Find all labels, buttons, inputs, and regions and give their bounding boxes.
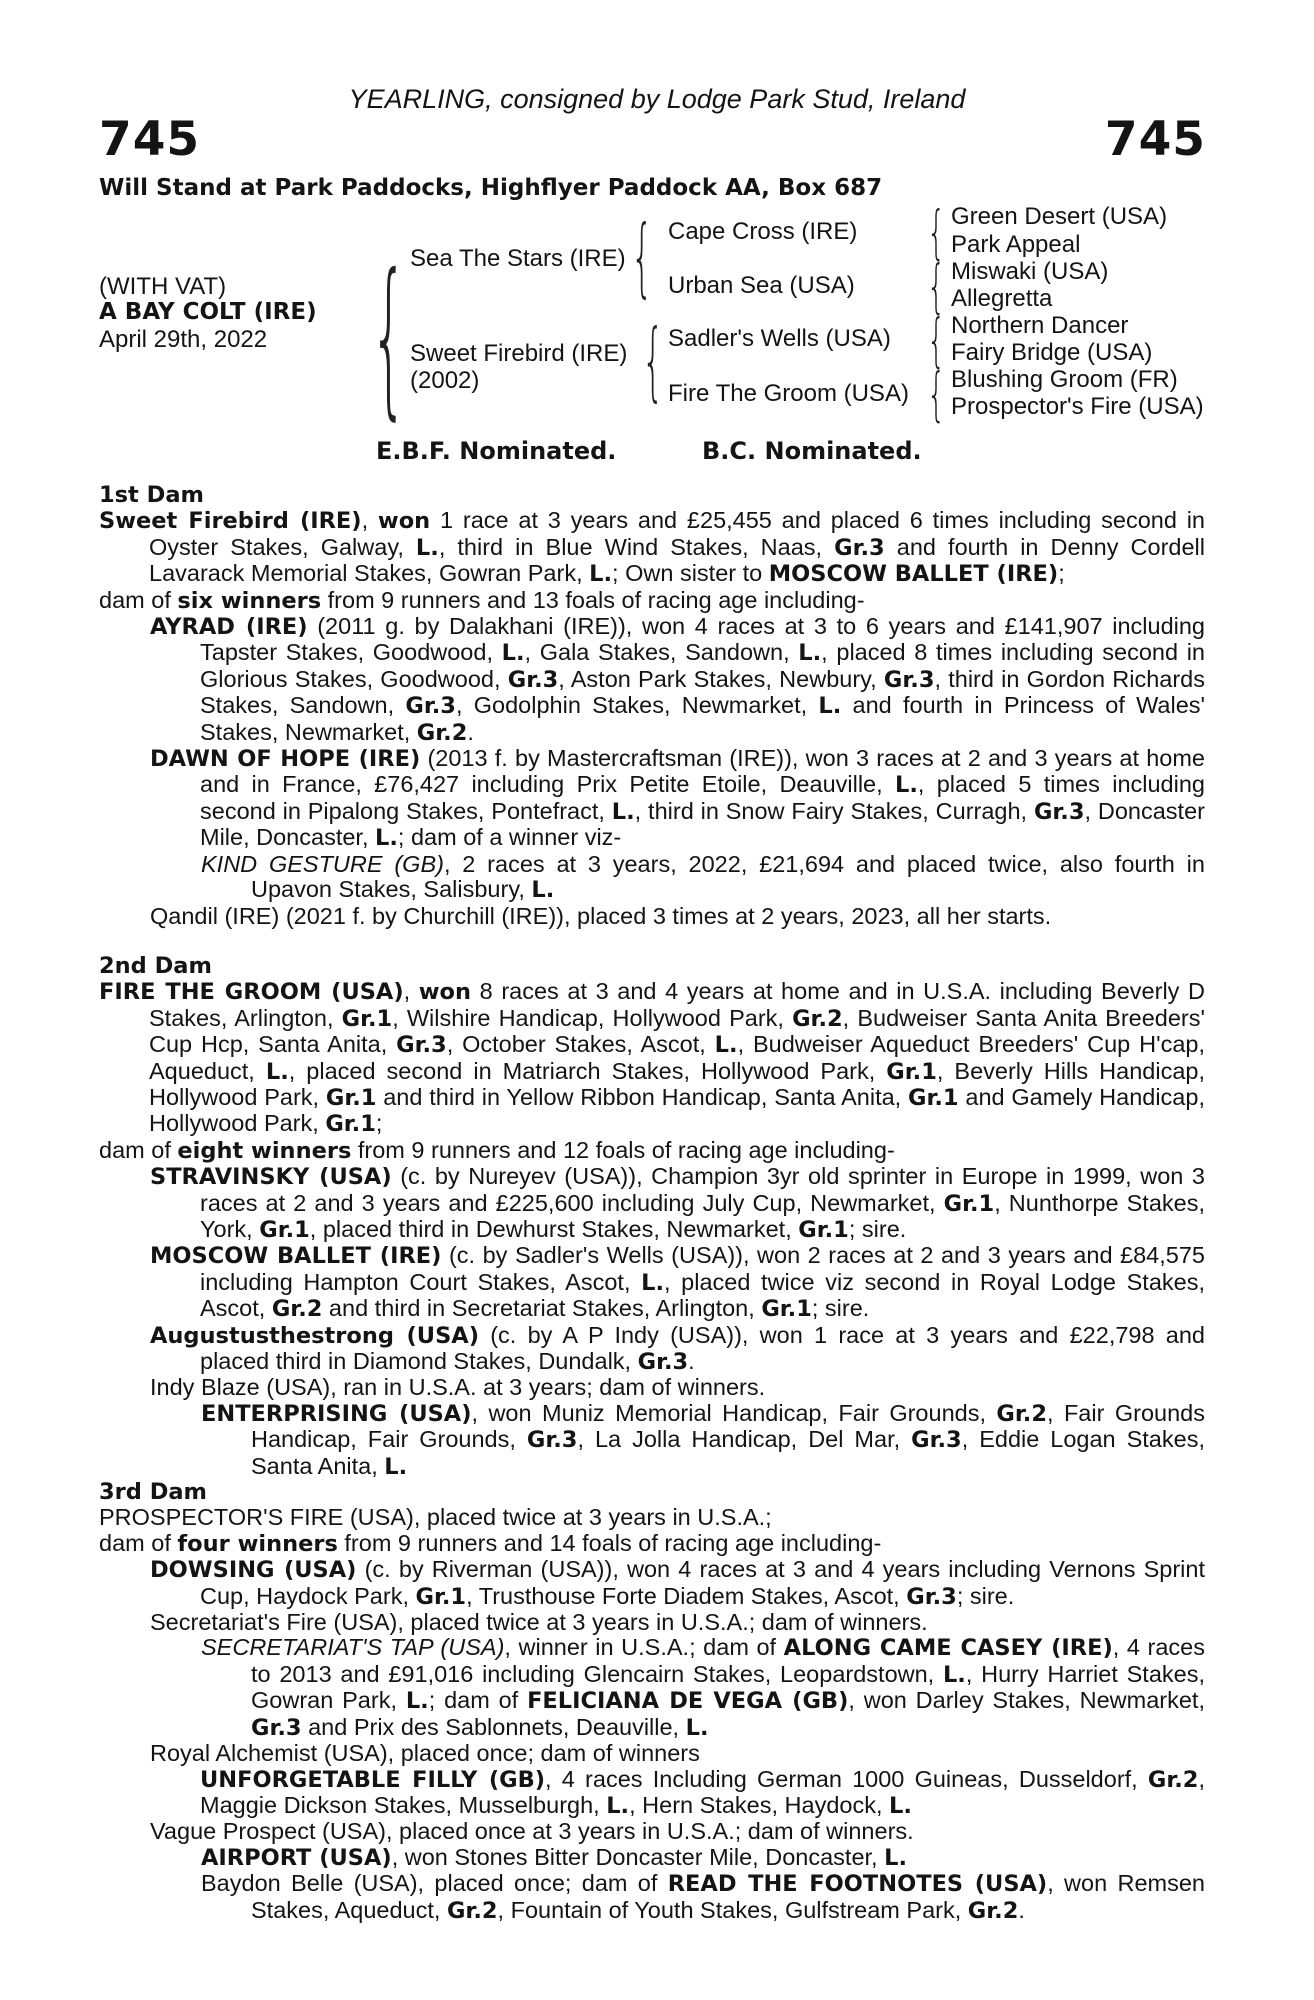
stand-location: Will Stand at Park Paddocks, Highflyer Paddock AA, Box 687 — [99, 175, 883, 201]
offspring-stravinsky: STRAVINSKY (USA) (c. by Nureyev (USA)), Champion 3yr old sprinter in Europe in 1999, won 3 races at 2 and 3 years and £225,600 including July Cup, Newmarket, Gr.1, Nunthorpe Stakes, York, Gr.1, placed third in Dewhurst Stakes, Newmarket, Gr.1; sire. — [150, 1163, 1205, 1243]
first-dam-progeny: dam of six winners from 9 runners and 13 foals of racing age including- — [99, 586, 865, 614]
catalogue-body — [99, 483, 1205, 1924]
offspring-augustusthestrong: Augustusthestrong (USA) (c. by A P Indy (USA)), won 1 race at 3 years and £22,798 and placed third in Diamond Stakes, Dundalk, Gr.3. — [150, 1321, 1206, 1375]
brace-gen1: { — [370, 238, 408, 436]
offspring-moscow-ballet: MOSCOW BALLET (IRE) (c. by Sadler's Wells (USA)), won 2 races at 2 and 3 years and £84,575 including Hampton Court Stakes, Ascot, L., placed twice viz second in Royal Lodge Stakes, Ascot, Gr.2 and third in Secretariat Stakes, Arlington, Gr.1; sire. — [150, 1242, 1205, 1323]
offspring-vague-prospect: Vague Prospect (USA), placed once at 3 years in U.S.A.; dam of winners. — [150, 1818, 914, 1845]
sire: Sea The Stars (IRE) — [410, 245, 626, 272]
lot-number-left: 745 — [99, 112, 201, 167]
vat-note: (WITH VAT) — [99, 273, 227, 300]
gen3-5: Northern Dancer — [951, 312, 1129, 339]
brace-dam: { — [642, 311, 664, 411]
offspring-secretariats-fire: Secretariat's Fire (USA), placed twice at 3 years in U.S.A.; dam of winners. — [150, 1609, 928, 1636]
bc-nomination: B.C. Nominated. — [702, 437, 922, 465]
brace-sire: { — [631, 207, 653, 307]
third-dam-summary: PROSPECTOR'S FIRE (USA), placed twice at 3 years in U.S.A.; — [99, 1504, 772, 1531]
grandoffspring-enterprising: ENTERPRISING (USA), won Muniz Memorial Handicap, Fair Grounds, Gr.2, Fair Grounds Handicap, Fair Grounds, Gr.3, La Jolla Handicap, Del Mar, Gr.3, Eddie Logan Stakes, Santa Anita, L. — [201, 1399, 1205, 1480]
grandoffspring-secretariats-tap: SECRETARIAT'S TAP (USA), winner in U.S.A.; dam of ALONG CAME CASEY (IRE), 4 races to 2013 and £91,016 including Glencairn Stakes, Leopardstown, L., Hurry Harriet Stakes, Gowran Park, L.; dam of FELICIANA DE VEGA (GB), won Darley Stakes, Newmarket, Gr.3 and Prix des Sablonnets, Deauville, L. — [201, 1634, 1205, 1741]
foaling-date: April 29th, 2022 — [99, 326, 268, 353]
offspring-dawn-of-hope: DAWN OF HOPE (IRE) (2013 f. by Mastercraftsman (IRE)), won 3 races at 2 and 3 years at home and in France, £76,427 including Prix Petite Etoile, Deauville, L., placed 5 times including second in Pipalong Stakes, Pontefract, L., third in Snow Fairy Stakes, Curragh, Gr.3, Doncaster Mile, Doncaster, L.; dam of a winner viz- — [150, 745, 1205, 852]
second-dam-summary: FIRE THE GROOM (USA), won 8 races at 3 and 4 years at home and in U.S.A. including Beverly D Stakes, Arlington, Gr.1, Wilshire Handicap, Hollywood Park, Gr.2, Budweiser Santa Anita Breeders' Cup Hcp, Santa Anita, Gr.3, October Stakes, Ascot, L., Budweiser Aqueduct Breeders' Cup H'cap, Aqueduct, L., placed second in Matriarch Stakes, Hollywood Park, Gr.1, Beverly Hills Handicap, Hollywood Park, Gr.1 and third in Yellow Ribbon Handicap, Santa Anita, Gr.1 and Gamely Handicap, Hollywood Park, Gr.1; — [99, 978, 1205, 1138]
second-dam-heading: 2nd Dam — [99, 952, 212, 979]
first-dam-summary: Sweet Firebird (IRE), won 1 race at 3 years and £25,455 and placed 6 times including second in Oyster Stakes, Galway, L., third in Blue Wind Stakes, Naas, Gr.3 and fourth in Denny Cordell Lavarack Memorial Stakes, Gowran Park, L.; Own sister to MOSCOW BALLET (IRE); — [99, 507, 1206, 588]
brace-g3-2: { — [927, 252, 946, 320]
grandoffspring-kind-gesture: KIND GESTURE (GB), 2 races at 3 years, 2022, £21,694 and placed twice, also fourth in Upavon Stakes, Salisbury, L. — [201, 850, 1205, 904]
brace-g3-4: { — [927, 360, 946, 428]
offspring-dowsing: DOWSING (USA) (c. by Riverman (USA)), won 4 races at 3 and 4 years including Vernons Sprint Cup, Haydock Park, Gr.1, Trusthouse Forte Diadem Stakes, Ascot, Gr.3; sire. — [150, 1556, 1205, 1610]
first-dam-heading: 1st Dam — [99, 482, 204, 508]
gen3-3: Miswaki (USA) — [951, 258, 1109, 285]
offspring-qandil: Qandil (IRE) (2021 f. by Churchill (IRE)), placed 3 times at 2 years, 2023, all her starts. — [150, 902, 1052, 929]
consignment-line: YEARLING, consigned by Lodge Park Stud, Ireland — [348, 84, 966, 114]
sire-sire: Cape Cross (IRE) — [668, 218, 858, 245]
horse-name: A BAY COLT (IRE) — [99, 299, 317, 325]
sire-dam: Urban Sea (USA) — [668, 272, 855, 299]
brace-g3-1: { — [927, 198, 946, 266]
dam-dam: Fire The Groom (USA) — [668, 380, 909, 407]
offspring-ayrad: AYRAD (IRE) (2011 g. by Dalakhani (IRE)), won 4 races at 3 to 6 years and £141,907 including Tapster Stakes, Goodwood, L., Gala Stakes, Sandown, L., placed 8 times including second in Glorious Stakes, Goodwood, Gr.3, Aston Park Stakes, Newbury, Gr.3, third in Gordon Richards Stakes, Sandown, Gr.3, Godolphin Stakes, Newmarket, L. and fourth in Princess of Wales' Stakes, Newmarket, Gr.2. — [150, 613, 1206, 746]
third-dam-progeny: dam of four winners from 9 runners and 14 foals of racing age including- — [99, 1529, 882, 1557]
brace-g3-3: { — [927, 306, 946, 374]
lot-number-right: 745 — [1104, 112, 1206, 167]
grandoffspring-unforgetable-filly: UNFORGETABLE FILLY (GB), 4 races Including German 1000 Guineas, Dusseldorf, Gr.2, Maggie Dickson Stakes, Musselburgh, L., Hern Stakes, Haydock, L. — [200, 1765, 1205, 1819]
gen3-8: Prospector's Fire (USA) — [951, 393, 1204, 420]
offspring-royal-alchemist: Royal Alchemist (USA), placed once; dam of winners — [150, 1740, 700, 1767]
dam-sire: Sadler's Wells (USA) — [668, 325, 891, 352]
grandoffspring-airport: AIRPORT (USA), won Stones Bitter Doncaster Mile, Doncaster, L. — [201, 1843, 907, 1871]
third-dam-heading: 3rd Dam — [99, 1479, 207, 1506]
grandoffspring-baydon-belle: Baydon Belle (USA), placed once; dam of READ THE FOOTNOTES (USA), won Remsen Stakes, Aqueduct, Gr.2, Fountain of Youth Stakes, Gulfstream Park, Gr.2. — [201, 1870, 1205, 1924]
gen3-7: Blushing Groom (FR) — [951, 366, 1178, 393]
second-dam-progeny: dam of eight winners from 9 runners and 12 foals of racing age including- — [99, 1136, 895, 1164]
gen3-4: Allegretta — [951, 285, 1053, 312]
ebf-nomination: E.B.F. Nominated. — [376, 437, 617, 465]
dam: Sweet Firebird (IRE) — [410, 340, 628, 367]
gen3-6: Fairy Bridge (USA) — [951, 339, 1153, 366]
gen3-1: Green Desert (USA) — [951, 203, 1168, 230]
gen3-2: Park Appeal — [951, 231, 1081, 258]
dam-year: (2002) — [410, 367, 480, 394]
offspring-indy-blaze: Indy Blaze (USA), ran in U.S.A. at 3 years; dam of winners. — [150, 1374, 766, 1401]
